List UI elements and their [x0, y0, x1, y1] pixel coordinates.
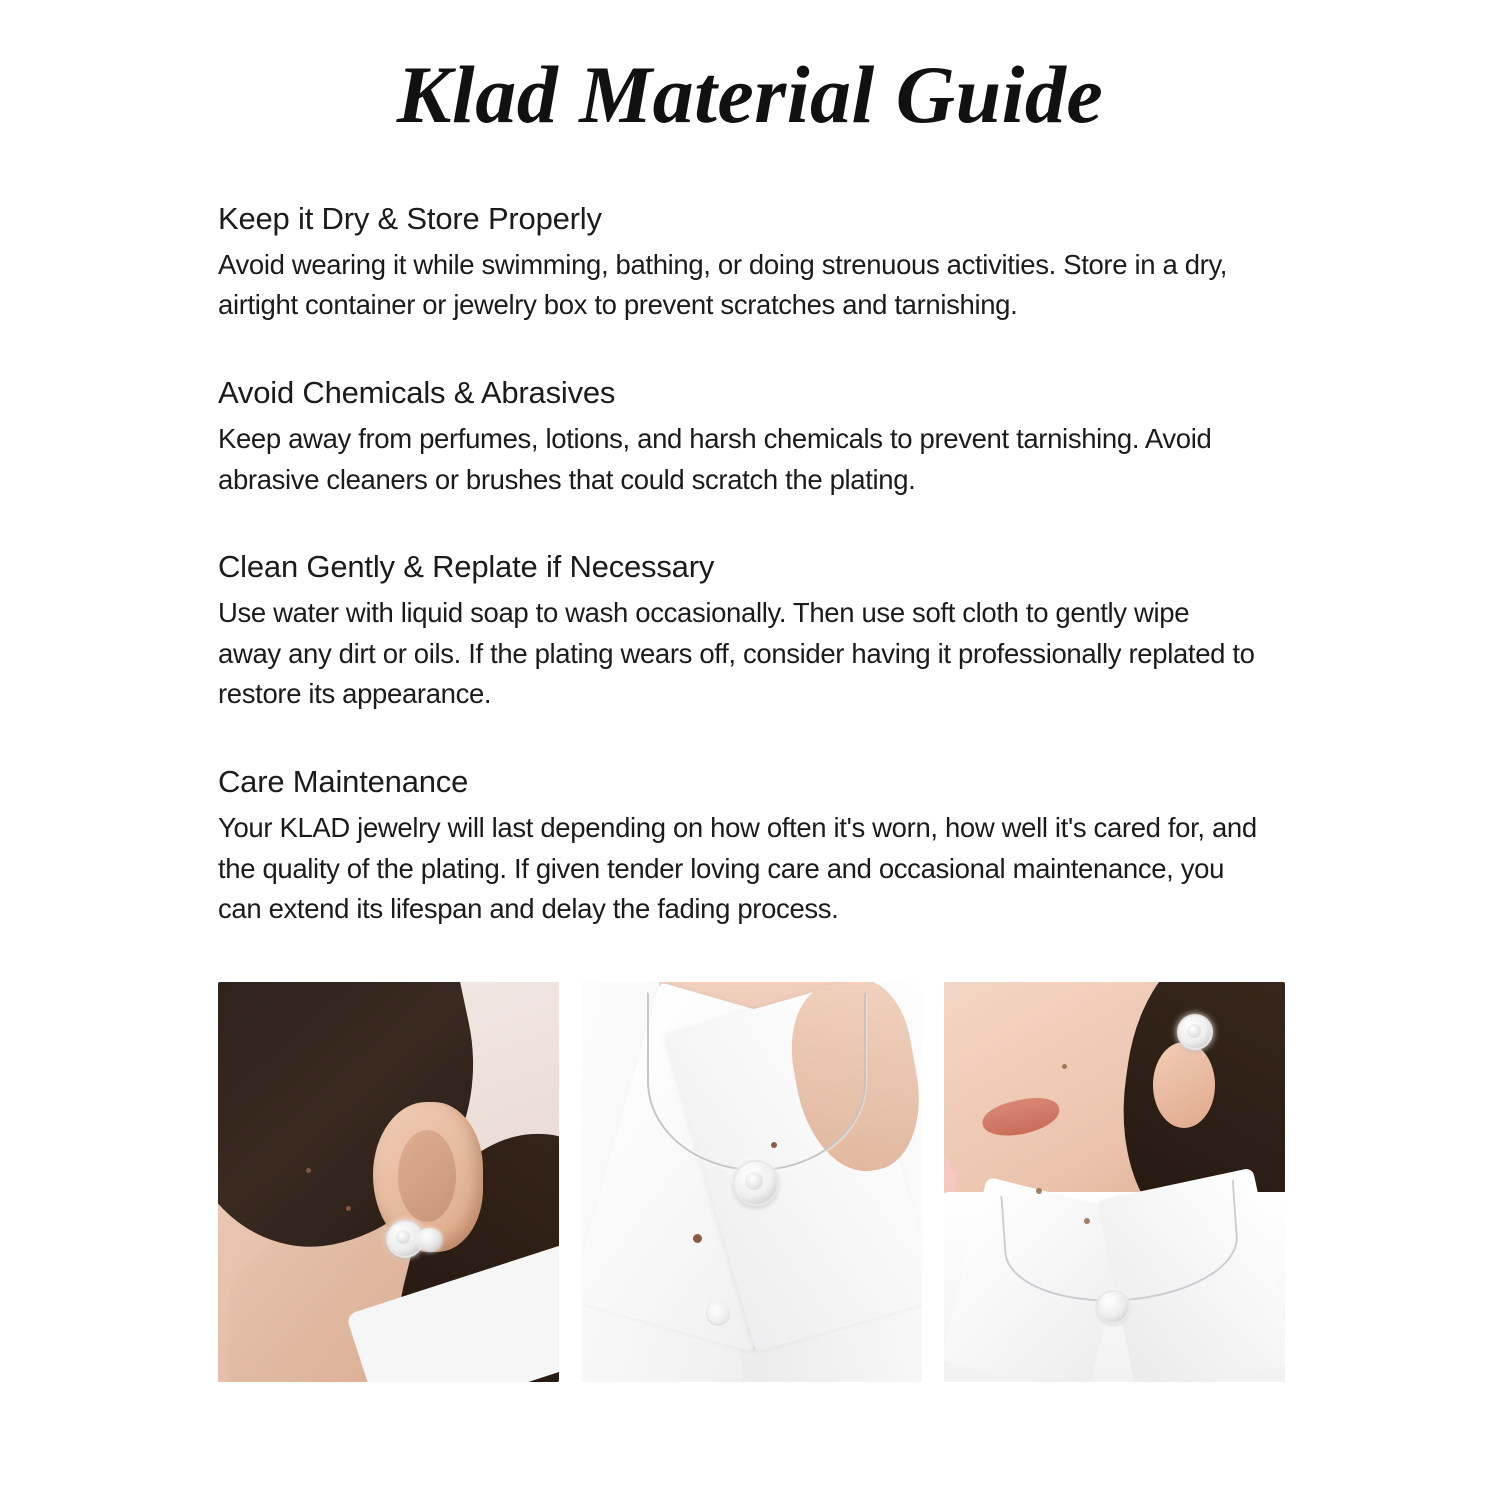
skin-mole: [771, 1142, 777, 1148]
section-body: Avoid wearing it while swimming, bathing, or doing strenuous activities. Store in a dry, airtight container or jewelry box to prevent scratches and tarnishing.: [218, 248, 1228, 321]
skin-mole: [346, 1206, 351, 1211]
photo-model-earring-and-necklace: [944, 982, 1285, 1382]
section-care-maintenance: [218, 763, 1285, 930]
section-body: Use water with liquid soap to wash occasionally. Then use soft cloth to gently wipe away any dirt or oils. If the plating wears off, consider having it professionally replated to restore its appearance.: [218, 597, 1255, 710]
stud-earring-secondary-icon: [418, 1228, 442, 1252]
section-clean-gently: [218, 548, 1285, 715]
necklace-pendant-icon: [1096, 1290, 1130, 1324]
skin-mole: [1036, 1188, 1042, 1194]
photo-necklace-on-chest: [581, 982, 922, 1382]
section-heading: Avoid Chemicals & Abrasives: [218, 375, 616, 411]
page-title: Klad Material Guide: [396, 49, 1104, 140]
shirt-button: [707, 1302, 729, 1324]
section-keep-it-dry: [218, 200, 1285, 326]
product-photo-gallery: [0, 982, 1500, 1382]
necklace-pendant-icon: [733, 1160, 779, 1206]
skin-mole: [1084, 1218, 1090, 1224]
section-body: Your KLAD jewelry will last depending on how often it's worn, how well it's cared for, and the quality of the plating. If given tender loving care and occasional maintenance, you can extend its lifespan and delay the fading process.: [218, 811, 1257, 925]
section-avoid-chemicals: [218, 374, 1285, 500]
skin-mole: [1062, 1064, 1067, 1069]
skin-mole: [306, 1168, 311, 1173]
necklace-chain-icon: [647, 992, 866, 1171]
model-ear: [1153, 1042, 1215, 1128]
guide-sections: [0, 200, 1500, 930]
section-heading: Care Maintenance: [218, 764, 469, 800]
section-heading: Clean Gently & Replate if Necessary: [218, 549, 715, 585]
model-ear-inner: [398, 1130, 456, 1222]
stud-earring-icon: [1177, 1014, 1213, 1050]
photo-ear-stud-earring: [218, 982, 559, 1382]
section-body: Keep away from perfumes, lotions, and harsh chemicals to prevent tarnishing. Avoid abrasive cleaners or brushes that could scratch the plating.: [218, 422, 1212, 495]
skin-mole: [693, 1234, 702, 1243]
section-heading: Keep it Dry & Store Properly: [218, 201, 602, 236]
